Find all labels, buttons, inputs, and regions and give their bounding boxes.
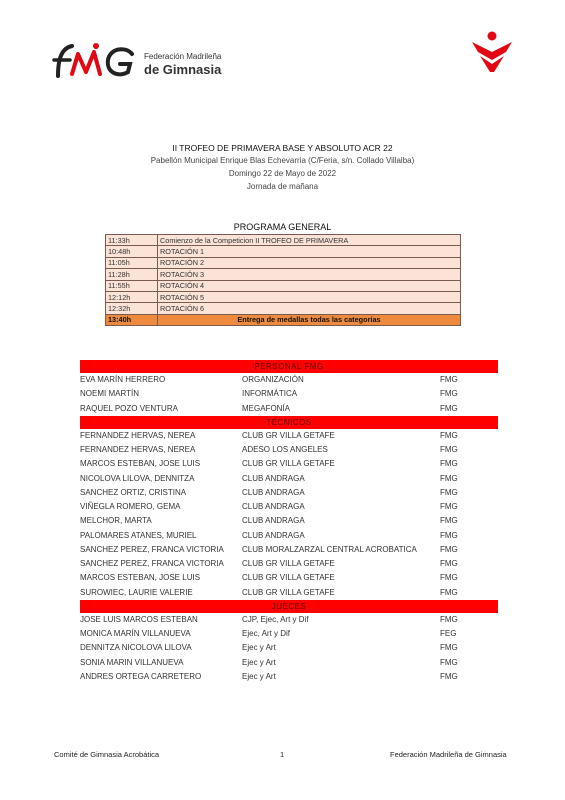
footer-federation: Federación Madrileña de Gimnasia (390, 750, 507, 759)
list-item (80, 402, 498, 416)
person-name: ANDRES ORTEGA CARRETERO (80, 671, 202, 681)
person-name: SONIA MARIN VILLANUEVA (80, 657, 184, 667)
judge-panel: Ejec y Art (242, 643, 276, 653)
person-name: MELCHOR, MARTA (80, 516, 152, 526)
person-federation: FMG (440, 389, 458, 399)
person-federation: FMG (440, 559, 458, 568)
person-club: CLUB MORALZARZAL CENTRAL ACROBATICA (242, 544, 417, 554)
program-row (106, 303, 461, 314)
federation-name-small: Federación Madrileña (144, 52, 222, 61)
program-row (106, 280, 461, 291)
program-final-time: 13:40h (106, 314, 158, 325)
program-time: 12:12h (106, 291, 158, 302)
program-final-row (106, 314, 461, 325)
list-item (80, 387, 498, 401)
person-name: DENNITZA NICOLOVA LILOVA (80, 643, 192, 653)
person-federation: FMG (440, 502, 458, 511)
person-name: NOEMI MARTÍN (80, 389, 139, 399)
person-federation: FMG (440, 544, 458, 554)
person-federation: FMG (440, 587, 458, 597)
program-row (106, 235, 461, 246)
program-row (106, 257, 461, 268)
person-role: ORGANIZACIÓN (242, 375, 304, 384)
person-name: PALOMARES ATANES, MURIEL (80, 530, 197, 540)
person-role: MEGAFONÍA (242, 403, 291, 413)
program-desc: Comienzo de la Competicion II TROFEO DE PRIMAVERA (158, 235, 461, 246)
list-item (80, 472, 498, 486)
list-item (80, 500, 498, 514)
person-federation: FMG (440, 403, 458, 413)
person-federation: FMG (440, 573, 458, 583)
section-header-personal: PERSONAL FMG (80, 360, 498, 373)
person-name: FERNANDEZ HERVAS, NEREA (80, 445, 196, 454)
person-name: SUROWIEC, LAURIE VALERIE (80, 587, 193, 597)
list-item (80, 529, 498, 543)
person-club: CLUB ANDRAGA (242, 473, 305, 483)
program-title: PROGRAMA GENERAL (233, 222, 332, 232)
list-item (80, 543, 498, 557)
list-item (80, 586, 498, 600)
list-item (80, 457, 498, 471)
section-header-jueces: JUECES (80, 600, 498, 613)
person-name: SANCHEZ PEREZ, FRANCA VICTORIA (80, 544, 224, 554)
list-item (80, 373, 498, 387)
list-item (80, 670, 498, 684)
program-desc: ROTACIÓN 5 (158, 291, 461, 302)
list-item (80, 486, 498, 500)
event-venue: Pabellón Municipal Enrique Blas Echevarria (C/Feria, s/n. Collado Villalba) (150, 156, 415, 165)
person-federation: FEG (440, 629, 457, 638)
person-club: CLUB GR VILLA GETAFE (242, 559, 335, 568)
person-name: SANCHEZ ORTIZ, CRISTINA (80, 487, 187, 497)
person-federation: FMG (440, 459, 458, 469)
list-item (80, 571, 498, 585)
program-row (106, 269, 461, 280)
list-item (80, 443, 498, 457)
section-header-tecnicos: TÉCNICOS (80, 416, 498, 429)
person-club: CLUB GR VILLA GETAFE (242, 587, 335, 597)
program-row (106, 291, 461, 302)
judge-panel: Ejec y Art (242, 657, 276, 667)
judge-panel: Ejec y Art (242, 671, 276, 681)
person-name: FERNANDEZ HERVAS, NEREA (80, 430, 196, 440)
program-final-desc: Entrega de medallas todas las categorías (158, 314, 461, 325)
judge-panel: Ejec, Art y Dif (242, 629, 291, 638)
program-desc: ROTACIÓN 2 (158, 257, 461, 268)
list-item (80, 557, 498, 571)
person-name: RAQUEL POZO VENTURA (80, 403, 178, 413)
person-federation: FMG (440, 445, 458, 454)
list-item (80, 429, 498, 443)
program-time: 12:32h (106, 303, 158, 314)
person-club: CLUB GR VILLA GETAFE (242, 573, 335, 583)
person-federation: FMG (440, 657, 458, 667)
person-club: CLUB ANDRAGA (242, 502, 305, 511)
list-item (80, 656, 498, 670)
program-time: 11:55h (106, 280, 158, 291)
person-club: CLUB GR VILLA GETAFE (242, 459, 335, 469)
person-name: MARCOS ESTEBAN, JOSE LUIS (80, 573, 201, 583)
person-name: NICOLOVA LILOVA, DENNITZA (80, 473, 195, 483)
person-club: CLUB ANDRAGA (242, 487, 305, 497)
footer-page-number: 1 (280, 750, 285, 759)
program-desc: ROTACIÓN 3 (158, 269, 461, 280)
gymnast-figure-icon (470, 30, 514, 74)
judge-panel: CJP, Ejec, Art y Dif (242, 614, 309, 624)
list-item (80, 613, 498, 627)
person-federation: FMG (440, 375, 458, 384)
person-name: MARCOS ESTEBAN, JOSE LUIS (80, 459, 201, 469)
footer-committee: Comité de Gimnasia Acrobática (54, 750, 160, 759)
list-item (80, 641, 498, 655)
person-club: ADESO LOS ANGELES (242, 445, 328, 454)
person-name: JOSE LUIS MARCOS ESTEBAN (80, 614, 198, 624)
federation-name-large: de Gimnasia (144, 62, 222, 77)
person-federation: FMG (440, 473, 458, 483)
person-name: EVA MARÍN HERRERO (80, 375, 166, 384)
person-federation: FMG (440, 487, 458, 497)
person-federation: FMG (440, 530, 458, 540)
person-federation: FMG (440, 614, 458, 624)
person-club: CLUB ANDRAGA (242, 516, 305, 526)
person-club: CLUB GR VILLA GETAFE (242, 430, 335, 440)
program-table (105, 234, 461, 326)
person-name: VIÑEGLA ROMERO, GEMA (80, 502, 181, 511)
program-row (106, 246, 461, 257)
program-time: 10:48h (106, 246, 158, 257)
event-session: Jornada de mañana (246, 182, 319, 191)
person-federation: FMG (440, 643, 458, 653)
event-title: II TROFEO DE PRIMAVERA BASE Y ABSOLUTO ACR 22 (172, 143, 393, 153)
program-time: 11:33h (106, 235, 158, 246)
list-item (80, 514, 498, 528)
program-desc: ROTACIÓN 6 (158, 303, 461, 314)
person-role: INFORMÁTICA (242, 389, 298, 399)
event-date: Domingo 22 de Mayo de 2022 (228, 169, 337, 178)
person-federation: FMG (440, 671, 458, 681)
person-federation: FMG (440, 430, 458, 440)
person-club: CLUB ANDRAGA (242, 530, 305, 540)
program-desc: ROTACIÓN 1 (158, 246, 461, 257)
fmg-logo-mark-icon (52, 38, 140, 84)
gymnast-logo (470, 30, 514, 79)
program-time: 11:28h (106, 269, 158, 280)
program-desc: ROTACIÓN 4 (158, 280, 461, 291)
person-name: SANCHEZ PEREZ, FRANCA VICTORIA (80, 559, 224, 568)
person-name: MONICA MARÍN VILLANUEVA (80, 629, 191, 638)
fmg-logo (52, 38, 242, 86)
list-item (80, 627, 498, 641)
person-federation: FMG (440, 516, 458, 526)
staff-list (80, 360, 498, 684)
program-time: 11:05h (106, 257, 158, 268)
